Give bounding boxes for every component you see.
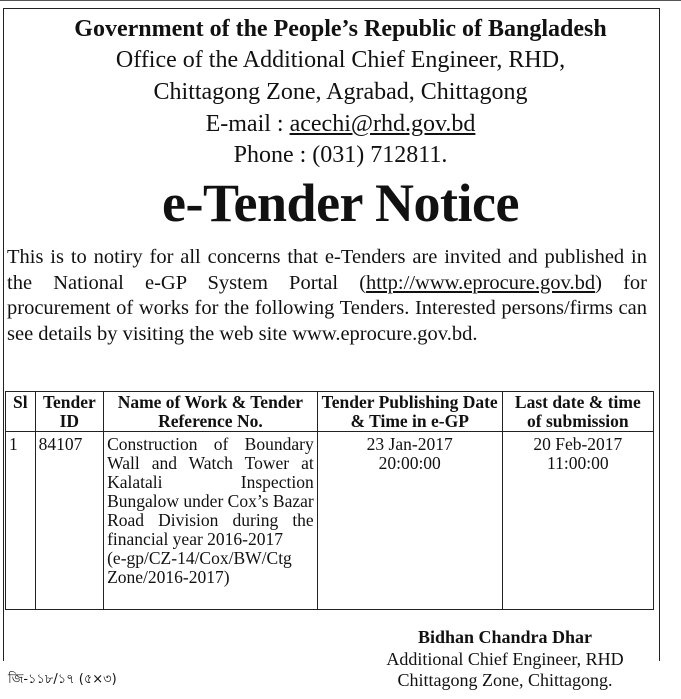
cell-publishing	[317, 432, 502, 610]
notice-title: e-Tender Notice	[162, 173, 519, 233]
phone-line: Phone : (031) 712811.	[233, 142, 448, 168]
cell-sl: 1	[6, 432, 36, 610]
tender-table	[5, 391, 654, 610]
body-text-part2: ) for procurement of works for the following Tenders. Interested persons/firms can see details by visiting the web site www.eprocure.gov.bd.	[7, 271, 647, 345]
header-sl: Sl	[6, 392, 36, 432]
signatory-name: Bidhan Chandra Dhar	[417, 627, 593, 647]
zone-line: Chittagong Zone, Agrabad, Chittagong	[153, 79, 528, 105]
last-time: 11:00:00	[547, 453, 609, 473]
office-line: Office of the Additional Chief Engineer, RHD,	[115, 47, 566, 73]
work-reference: (e-gp/CZ-14/Cox/BW/Ctg Zone/2016-2017)	[107, 548, 292, 587]
cell-tender-id: 84107	[35, 432, 103, 610]
email-label: E-mail :	[205, 111, 290, 137]
header-tender-id: Tender ID	[35, 392, 103, 432]
reference-code: জি-১১৮/১৭ (৫×৩)	[8, 672, 117, 687]
cell-work	[104, 432, 318, 610]
signatory-office: Chittagong Zone, Chittagong.	[397, 670, 613, 690]
notice-body	[7, 245, 647, 347]
work-description: Construction of Boundary Wall and Watch Tower at Kalatali Inspection Bungalow under Cox’s Bazar Road Division during the financial year 2016-2017	[107, 434, 314, 549]
email-address[interactable]: acechi@rhd.gov.bd	[289, 111, 476, 137]
pub-time: 20:00:00	[378, 453, 441, 473]
table-header-row	[6, 392, 654, 432]
body-text-part1: This is to notiry for all concerns that e-Tenders are invited and published in the National e-GP System Portal (	[7, 246, 647, 294]
header-publishing-date: Tender Publishing Date & Time in e-GP	[317, 392, 502, 432]
government-heading: Government of the People’s Republic of Bangladesh	[74, 16, 607, 42]
header-work-name: Name of Work & Tender Reference No.	[104, 392, 318, 432]
signatory-designation: Additional Chief Engineer, RHD	[386, 649, 624, 669]
cell-last-date	[502, 432, 653, 610]
header-last-date: Last date & time of submission	[502, 392, 653, 432]
top-rule	[0, 0, 681, 1]
last-date: 20 Feb-2017	[533, 434, 623, 454]
table-row	[6, 432, 654, 610]
eprocure-link[interactable]: http://www.eprocure.gov.bd	[366, 271, 596, 294]
pub-date: 23 Jan-2017	[366, 434, 453, 454]
email-line	[0, 111, 681, 138]
